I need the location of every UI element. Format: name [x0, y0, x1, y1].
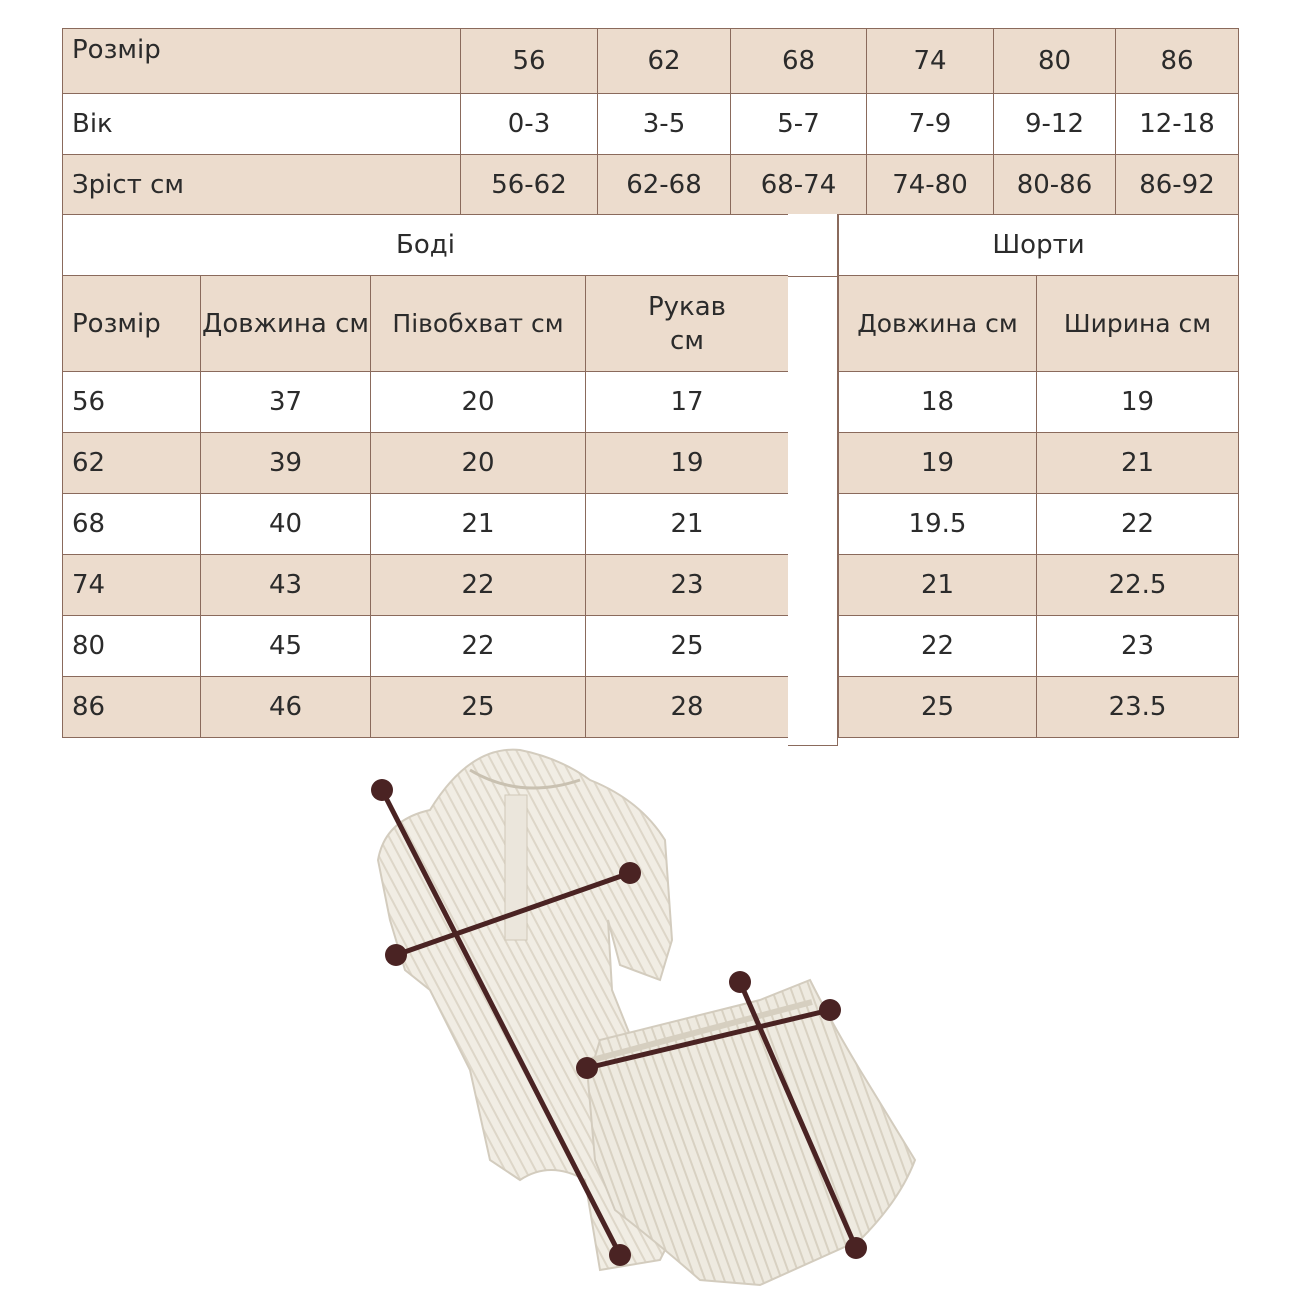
table-row — [839, 677, 1239, 738]
cell: 5-7 — [731, 94, 867, 155]
cell: 21 — [586, 494, 789, 555]
shorts-header-row — [839, 276, 1239, 372]
table-row — [63, 616, 789, 677]
cell: 43 — [201, 555, 371, 616]
cell: 68 — [731, 29, 867, 94]
size-row — [63, 29, 1239, 94]
table-row — [63, 555, 789, 616]
table-row — [839, 494, 1239, 555]
cell: 40 — [201, 494, 371, 555]
cell: 74 — [867, 29, 994, 94]
cell: 19 — [839, 433, 1037, 494]
shorts-table — [838, 214, 1239, 738]
bodi-header-row — [63, 276, 789, 372]
bodi-title-row — [63, 215, 789, 276]
row-label: Зріст см — [63, 155, 461, 216]
cell: 62 — [63, 433, 201, 494]
cell: 80 — [63, 616, 201, 677]
header-cell: Розмір — [63, 276, 201, 372]
cell: 3-5 — [598, 94, 731, 155]
table-row — [63, 677, 789, 738]
header-cell: Довжина см — [201, 276, 371, 372]
cell: 22 — [839, 616, 1037, 677]
table-row — [839, 372, 1239, 433]
table-gap-divider — [788, 276, 838, 277]
shorts-title: Шорти — [839, 215, 1239, 276]
header-cell: Рукав см — [586, 276, 789, 372]
cell: 74-80 — [867, 155, 994, 216]
cell: 56 — [461, 29, 598, 94]
shorts-title-row — [839, 215, 1239, 276]
row-label: Вік — [63, 94, 461, 155]
cell: 28 — [586, 677, 789, 738]
cell: 46 — [201, 677, 371, 738]
header-cell: Довжина см — [839, 276, 1037, 372]
table-row — [63, 433, 789, 494]
cell: 80-86 — [994, 155, 1116, 216]
cell: 37 — [201, 372, 371, 433]
cell: 22.5 — [1037, 555, 1239, 616]
cell: 62 — [598, 29, 731, 94]
table-row — [839, 555, 1239, 616]
row-label: Розмір — [63, 29, 461, 94]
cell: 19 — [1037, 372, 1239, 433]
cell: 86 — [1116, 29, 1239, 94]
age-row — [63, 94, 1239, 155]
cell: 22 — [1037, 494, 1239, 555]
cell: 23.5 — [1037, 677, 1239, 738]
header-cell: Півобхват см — [371, 276, 586, 372]
cell: 25 — [586, 616, 789, 677]
cell: 80 — [994, 29, 1116, 94]
table-row — [839, 433, 1239, 494]
bodi-title: Боді — [63, 215, 789, 276]
cell: 62-68 — [598, 155, 731, 216]
cell: 21 — [839, 555, 1037, 616]
cell: 22 — [371, 616, 586, 677]
cell: 56-62 — [461, 155, 598, 216]
cell: 20 — [371, 433, 586, 494]
cell: 74 — [63, 555, 201, 616]
height-row — [63, 155, 1239, 216]
bodi-table — [62, 214, 789, 738]
cell: 19 — [586, 433, 789, 494]
table-row — [839, 616, 1239, 677]
cell: 68-74 — [731, 155, 867, 216]
cell: 20 — [371, 372, 586, 433]
cell: 86 — [63, 677, 201, 738]
cell: 17 — [586, 372, 789, 433]
cell: 68 — [63, 494, 201, 555]
cell: 18 — [839, 372, 1037, 433]
cell: 9-12 — [994, 94, 1116, 155]
cell: 39 — [201, 433, 371, 494]
cell: 22 — [371, 555, 586, 616]
cell: 7-9 — [867, 94, 994, 155]
table-row — [63, 494, 789, 555]
cell: 45 — [201, 616, 371, 677]
cell: 56 — [63, 372, 201, 433]
cell: 12-18 — [1116, 94, 1239, 155]
size-age-height-table — [62, 28, 1239, 216]
cell: 0-3 — [461, 94, 598, 155]
cell: 86-92 — [1116, 155, 1239, 216]
cell: 23 — [1037, 616, 1239, 677]
cell: 21 — [1037, 433, 1239, 494]
cell: 23 — [586, 555, 789, 616]
cell: 25 — [371, 677, 586, 738]
garment-measurement-illustration — [0, 740, 1290, 1290]
table-gap — [788, 214, 838, 746]
header-cell: Ширина см — [1037, 276, 1239, 372]
table-row — [63, 372, 789, 433]
cell: 25 — [839, 677, 1037, 738]
cell: 21 — [371, 494, 586, 555]
cell: 19.5 — [839, 494, 1037, 555]
